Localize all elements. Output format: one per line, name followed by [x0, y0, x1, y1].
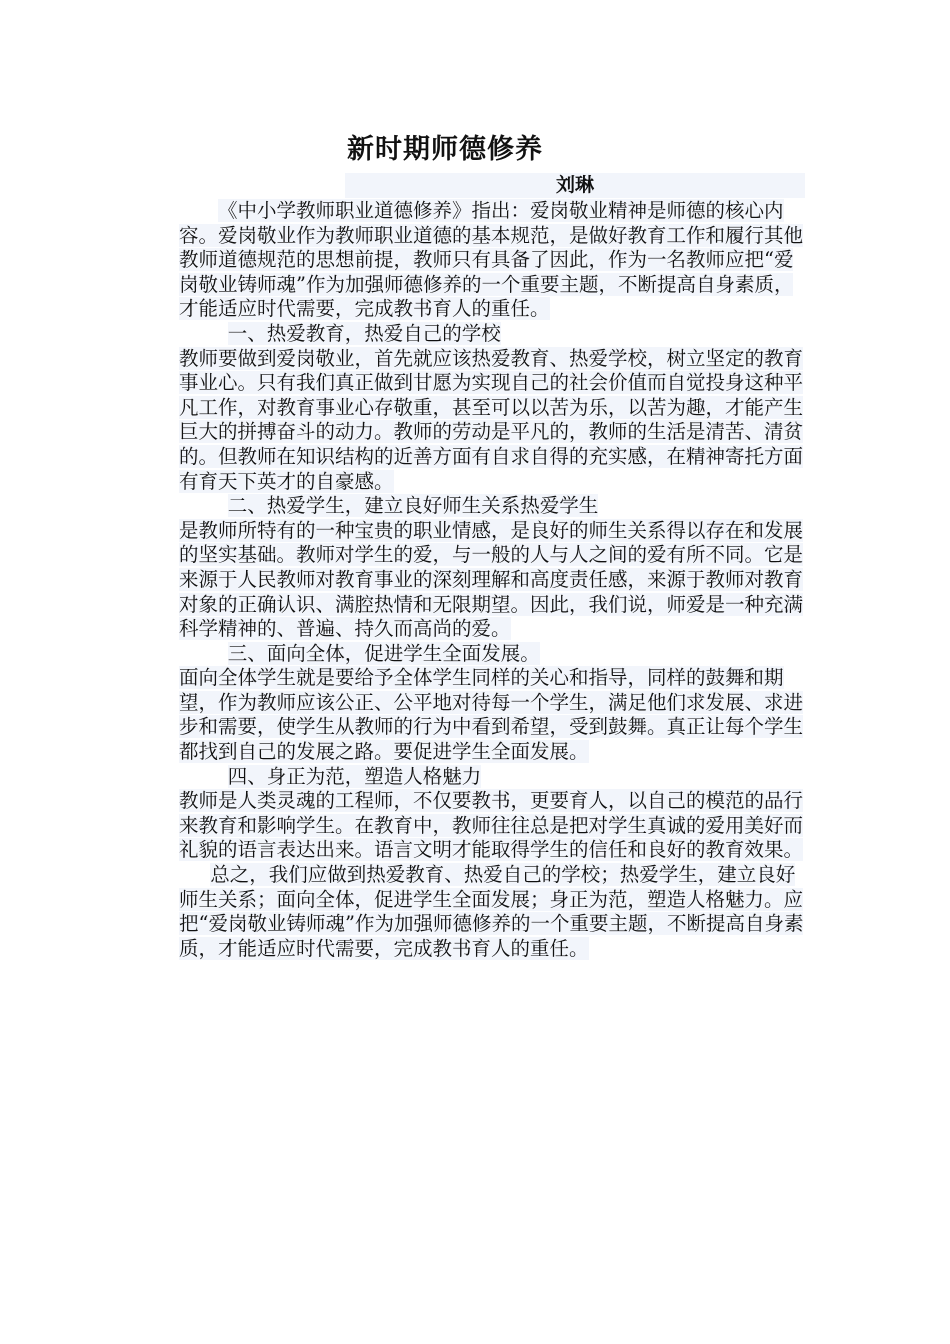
document-body [179, 199, 809, 961]
paragraph-text: 是教师所特有的一种宝贵的职业情感，是良好的师生关系得以存在和发展的坚实基础。教师对学生的爱，与一般的人与人之间的爱有所不同。它是来源于人民教师对教育事业的深刻理解和高度责任感，来源于教师对教育对象的正确认识、满腔热情和无限期望。因此，我们说，师爱是一种充满科学精神的、普遍、持久而高尚的爱。 [179, 518, 804, 641]
paragraph-heading-4 [179, 765, 809, 790]
paragraph-heading-3 [179, 642, 809, 667]
paragraph-body-4 [179, 789, 809, 863]
paragraph-body-1 [179, 347, 809, 495]
paragraph-intro [179, 199, 809, 322]
paragraph-heading-1 [179, 322, 809, 347]
paragraph-text: 面向全体学生就是要给予全体学生同样的关心和指导，同样的鼓舞和期望，作为教师应该公正、公平地对待每一个学生，满足他们求发展、求进步和需要，使学生从教师的行为中看到希望，受到鼓舞。真正让每个学生都找到自己的发展之路。要促进学生全面发展。 [179, 666, 804, 764]
paragraph-text: 总之，我们应做到热爱教育、热爱自己的学校；热爱学生，建立良好师生关系；面向全体，促进学生全面发展；身正为范，塑造人格魅力。应把“爱岗敬业铸师魂”作为加强师德修养的一个重要主题，不断提高自身素质，才能适应时代需要，完成教书育人的重任。 [179, 863, 804, 960]
document-title: 新时期师德修养 [347, 134, 543, 165]
paragraph-body-3 [179, 666, 809, 764]
paragraph-body-2 [179, 519, 809, 642]
paragraph-text: 三、面向全体，促进学生全面发展。 [227, 641, 540, 665]
paragraph-text: 四、身正为范，塑造人格魅力 [227, 764, 482, 788]
paragraph-text: 教师是人类灵魂的工程师，不仅要教书，更要育人，以自己的模范的品行来教育和影响学生。在教育中，教师往往总是把对学生真诚的爱用美好而礼貌的语言表达出来。语言文明才能取得学生的信任和良好的教育效果。 [179, 789, 804, 862]
paragraph-conclusion [179, 863, 809, 961]
paragraph-text: 《中小学教师职业道德修养》指出：爱岗敬业精神是师德的核心内容。爱岗敬业作为教师职业道德的基本规范，是做好教育工作和履行其他教师道德规范的思想前提，教师只有具备了因此，作为一名教师应把“爱岗敬业铸师魂”作为加强师德修养的一个重要主题，不断提高自身素质，才能适应时代需要，完成教书育人的重任。 [179, 199, 804, 321]
paragraph-text: 教师要做到爱岗敬业，首先就应该热爱教育、热爱学校，树立坚定的教育事业心。只有我们真正做到甘愿为实现自己的社会价值而自觉投身这种平凡工作，对教育事业心存敬重，甚至可以以苦为乐，以苦为趣，才能产生巨大的拼搏奋斗的动力。教师的劳动是平凡的，教师的生活是清苦、清贫的。但教师在知识结构的近善方面有自求自得的充实感，在精神寄托方面有育天下英才的自豪感。 [179, 346, 804, 493]
author-name: 刘琳 [345, 173, 805, 198]
paragraph-text: 二、热爱学生，建立良好师生关系热爱学生 [227, 494, 599, 518]
paragraph-heading-2 [179, 494, 809, 519]
paragraph-text: 一、热爱教育，热爱自己的学校 [227, 321, 501, 345]
